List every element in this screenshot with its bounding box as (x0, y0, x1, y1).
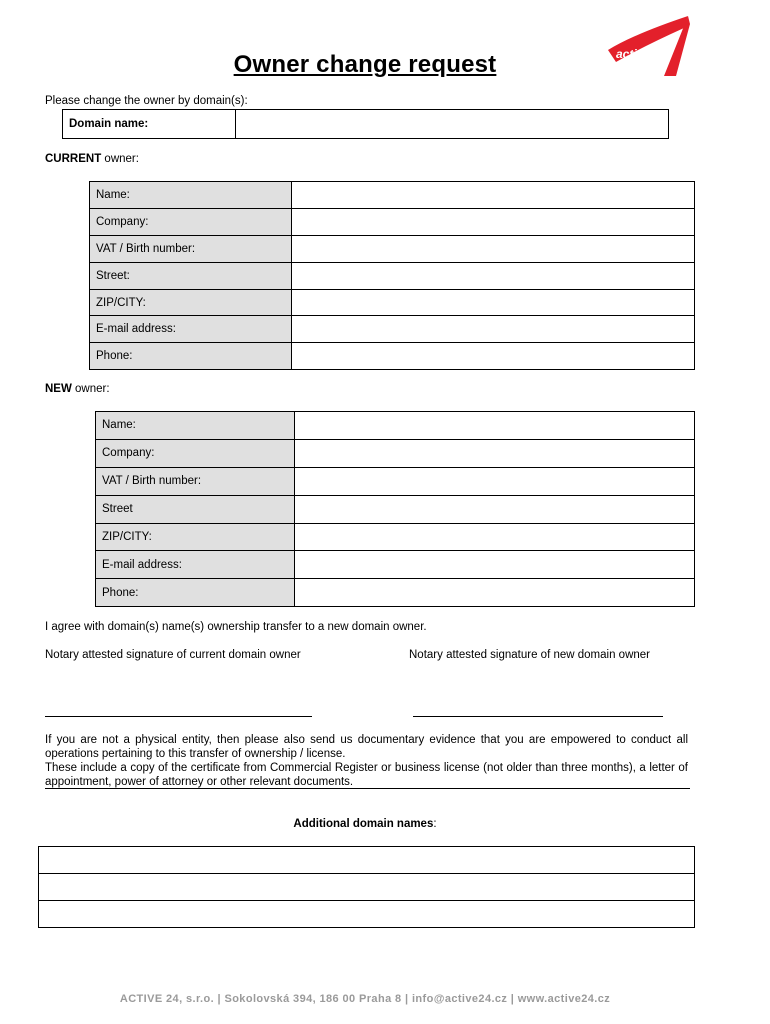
additional-domain-field-1[interactable] (39, 847, 695, 874)
additional-domains-table (38, 846, 695, 928)
additional-domains-heading-bold: Additional domain names (293, 818, 434, 830)
current-phone-field[interactable] (292, 343, 695, 370)
table-row (96, 495, 695, 523)
current-name-label: Name: (90, 182, 292, 209)
documentation-note (45, 733, 688, 789)
table-row (96, 523, 695, 551)
table-row (96, 467, 695, 495)
current-company-field[interactable] (292, 208, 695, 235)
new-signature-line[interactable] (413, 716, 663, 717)
additional-domains-heading (0, 818, 730, 830)
note-paragraph-2: These include a copy of the certificate from Commercial Register or business license (not older than three months), a letter of appointment, power of attorney or other relevant documents. (45, 762, 688, 788)
new-name-field[interactable] (295, 412, 695, 440)
table-row (39, 847, 695, 874)
new-street-field[interactable] (295, 495, 695, 523)
current-phone-label: Phone: (90, 343, 292, 370)
new-name-label: Name: (96, 412, 295, 440)
domain-name-field[interactable] (236, 110, 669, 139)
table-row (90, 235, 695, 262)
additional-domain-field-3[interactable] (39, 901, 695, 928)
current-street-field[interactable] (292, 262, 695, 289)
new-phone-label: Phone: (96, 579, 295, 607)
page-title: Owner change request (233, 51, 497, 78)
new-owner-heading-rest: owner: (71, 383, 110, 395)
note-paragraph-1: If you are not a physical entity, then please also send us documentary evidence that you are empowered to conduct all operations pertaining to this transfer of ownership / license. (45, 734, 688, 760)
new-zip-city-field[interactable] (295, 523, 695, 551)
new-phone-field[interactable] (295, 579, 695, 607)
domain-name-label: Domain name: (63, 110, 236, 139)
new-company-label: Company: (96, 439, 295, 467)
table-row (39, 874, 695, 901)
current-signature-label: Notary attested signature of current domain owner (45, 649, 301, 661)
table-row (96, 412, 695, 440)
new-zip-city-label: ZIP/CITY: (96, 523, 295, 551)
new-company-field[interactable] (295, 439, 695, 467)
current-owner-heading-bold: CURRENT (45, 153, 102, 165)
current-owner-heading-rest: owner: (101, 153, 139, 165)
current-owner-heading (45, 153, 139, 165)
new-email-field[interactable] (295, 551, 695, 579)
table-row (96, 551, 695, 579)
page-footer: ACTIVE 24, s.r.o. | Sokolovská 394, 186 00 Praha 8 | info@active24.cz | www.active24.cz (119, 993, 611, 1005)
current-zip-city-label: ZIP/CITY: (90, 289, 292, 316)
current-name-field[interactable] (292, 182, 695, 209)
domain-table (62, 109, 669, 139)
logo-wordmark: active 24 (616, 47, 667, 61)
current-vat-label: VAT / Birth number: (90, 235, 292, 262)
new-vat-label: VAT / Birth number: (96, 467, 295, 495)
new-owner-heading (45, 383, 110, 395)
additional-domains-heading-suffix: : (433, 818, 437, 830)
table-row (96, 579, 695, 607)
new-owner-table (95, 411, 695, 607)
table-row (90, 316, 695, 343)
new-email-label: E-mail address: (96, 551, 295, 579)
table-row (90, 343, 695, 370)
current-signature-line[interactable] (45, 716, 312, 717)
table-row (90, 182, 695, 209)
new-vat-field[interactable] (295, 467, 695, 495)
current-street-label: Street: (90, 262, 292, 289)
current-zip-city-field[interactable] (292, 289, 695, 316)
table-row (90, 289, 695, 316)
new-signature-label: Notary attested signature of new domain owner (409, 649, 650, 661)
current-vat-field[interactable] (292, 235, 695, 262)
current-company-label: Company: (90, 208, 292, 235)
agreement-text: I agree with domain(s) name(s) ownership transfer to a new domain owner. (45, 621, 427, 633)
table-row (90, 208, 695, 235)
current-email-field[interactable] (292, 316, 695, 343)
table-row (39, 901, 695, 928)
note-divider (45, 788, 690, 789)
new-owner-heading-bold: NEW (45, 383, 72, 395)
additional-domain-field-2[interactable] (39, 874, 695, 901)
current-email-label: E-mail address: (90, 316, 292, 343)
new-street-label: Street (96, 495, 295, 523)
table-row (96, 439, 695, 467)
intro-text: Please change the owner by domain(s): (45, 95, 248, 107)
table-row (90, 262, 695, 289)
domain-row (63, 110, 669, 139)
current-owner-table (89, 181, 695, 370)
